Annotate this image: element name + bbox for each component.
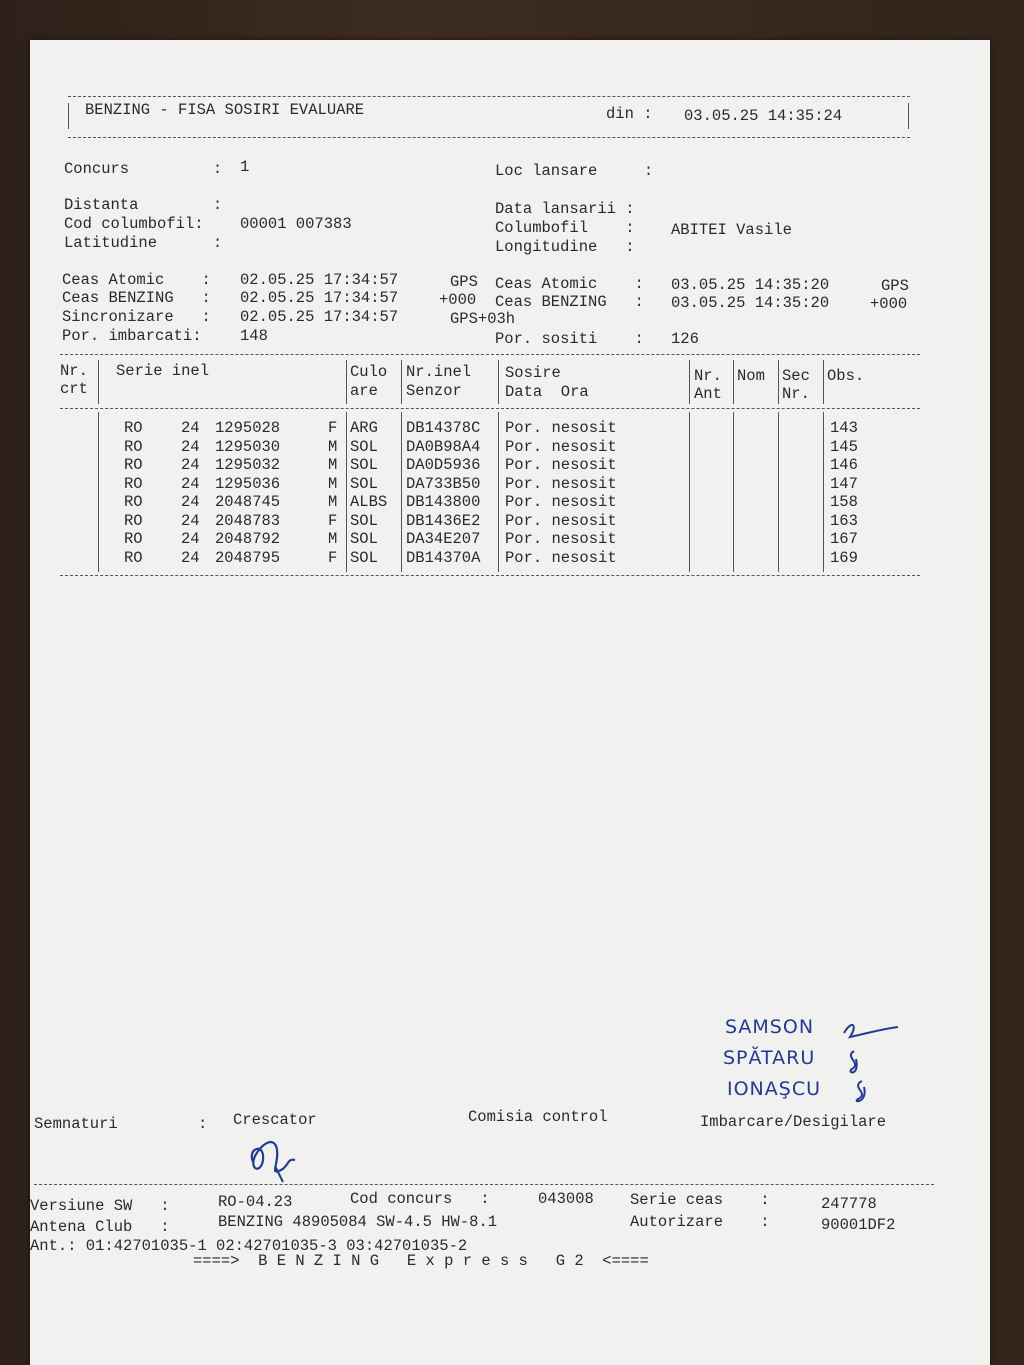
- th-senzor: Senzor: [406, 382, 462, 400]
- col-divider: [498, 360, 499, 404]
- antenna-ids: Ant.: 01:42701035-1 02:42701035-3 03:42701035-2: [30, 1237, 468, 1255]
- th-data-ora: Data Ora: [505, 383, 589, 401]
- cell-sex: M: [328, 437, 338, 456]
- initials-scribbles: [838, 1015, 908, 1105]
- ceas-atomic-right-value: 03.05.25 14:35:20: [671, 276, 830, 294]
- col-divider: [778, 412, 779, 572]
- cell-color: SOL: [350, 548, 378, 567]
- col-divider: [98, 412, 99, 572]
- cell-ring: 2048792: [215, 530, 281, 548]
- th-ant: Ant: [694, 385, 722, 403]
- cell-sex: F: [328, 511, 338, 530]
- columbofil-label: Columbofil :: [495, 219, 635, 237]
- cell-sex: M: [328, 456, 338, 474]
- cell-obs: 169: [830, 548, 858, 567]
- ceas-benzing-left-suffix: +000: [439, 291, 477, 309]
- cell-sex: M: [328, 474, 338, 493]
- imbarcare-label: Imbarcare/Desigilare: [700, 1113, 887, 1131]
- table-header-rule: [60, 408, 920, 409]
- distanta-label: Distanta :: [64, 196, 223, 214]
- cell-ring: 1295028: [215, 419, 281, 437]
- autorizare-label: Autorizare :: [630, 1213, 770, 1231]
- report-title: BENZING - FISA SOSIRI EVALUARE: [85, 101, 365, 119]
- cell-country: RO: [124, 493, 143, 511]
- th-sec-nr: Nr.: [782, 385, 810, 403]
- serie-ceas-value: 247778: [821, 1195, 877, 1213]
- cell-sensor: DB14378C: [406, 419, 481, 437]
- cell-ring: 2048795: [215, 548, 281, 567]
- ceas-atomic-left-label: Ceas Atomic :: [62, 271, 211, 289]
- th-nr: Nr.: [60, 362, 88, 380]
- crescator-label: Crescator: [233, 1111, 317, 1129]
- ceas-atomic-right-suffix: GPS: [881, 277, 909, 295]
- cell-arrival: Por. nesosit: [505, 474, 617, 493]
- handwritten-ionascu: IONAŞCU: [727, 1078, 822, 1100]
- cell-year: 24: [181, 530, 200, 548]
- ceas-atomic-left-suffix: GPS: [450, 273, 478, 291]
- ceas-benzing-left-value: 02.05.25 17:34:57: [240, 289, 399, 307]
- cell-obs: 145: [830, 437, 858, 456]
- brand-line: ====> B E N Z I N G E x p r e s s G 2 <====: [193, 1252, 649, 1270]
- th-nr-inel: Nr.inel: [406, 363, 472, 381]
- cell-obs: 163: [830, 511, 858, 530]
- th-obs: Obs.: [827, 367, 865, 385]
- cell-arrival: Por. nesosit: [505, 456, 617, 474]
- cell-country: RO: [124, 437, 143, 456]
- cell-arrival: Por. nesosit: [505, 437, 617, 456]
- cell-year: 24: [181, 419, 200, 437]
- sincronizare-suffix: GPS+03h: [450, 310, 516, 328]
- serie-ceas-label: Serie ceas :: [630, 1191, 770, 1209]
- cell-obs: 147: [830, 474, 858, 493]
- comisia-control-label: Comisia control: [468, 1108, 608, 1126]
- cell-country: RO: [124, 456, 143, 474]
- loc-lansare-label: Loc lansare :: [495, 162, 654, 180]
- cell-obs: 143: [830, 419, 858, 437]
- cell-obs: 167: [830, 530, 858, 548]
- cell-year: 24: [181, 456, 200, 474]
- cell-arrival: Por. nesosit: [505, 530, 617, 548]
- ceas-benzing-right-value: 03.05.25 14:35:20: [671, 294, 830, 312]
- printed-sheet: [30, 40, 990, 1365]
- cell-country: RO: [124, 474, 143, 493]
- antena-value: BENZING 48905084 SW-4.5 HW-8.1: [218, 1213, 498, 1231]
- th-sec: Sec: [782, 367, 810, 385]
- th-sosire: Sosire: [505, 364, 561, 382]
- concurs-value: 1: [240, 158, 250, 176]
- cell-sensor: DB143800: [406, 493, 481, 511]
- cod-concurs-value: 043008: [538, 1190, 594, 1208]
- latitudine-label: Latitudine :: [64, 234, 223, 252]
- cell-country: RO: [124, 511, 143, 530]
- col-divider: [823, 412, 824, 572]
- cell-year: 24: [181, 493, 200, 511]
- columbofil-value: ABITEI Vasile: [671, 221, 792, 239]
- sincronizare-value: 02.05.25 17:34:57: [240, 308, 399, 326]
- col-divider: [733, 412, 734, 572]
- header-right-border: [908, 103, 909, 129]
- th-crt: crt: [60, 380, 88, 398]
- semnaturi-label: Semnaturi: [34, 1115, 118, 1133]
- cell-country: RO: [124, 419, 143, 437]
- th-serie-inel: Serie inel: [116, 362, 210, 380]
- semnaturi-colon: :: [198, 1115, 208, 1133]
- table-top-rule: [60, 354, 920, 355]
- th-are: are: [350, 382, 378, 400]
- ceas-benzing-left-label: Ceas BENZING :: [62, 289, 211, 307]
- sositi-value: 126: [671, 330, 699, 348]
- th-culo: Culo: [350, 363, 388, 381]
- col-divider: [401, 360, 402, 404]
- cell-sensor: DB14370A: [406, 548, 481, 567]
- col-divider: [346, 360, 347, 404]
- footer-rule: [34, 1184, 934, 1185]
- cod-columbofil-value: 00001 007383: [240, 215, 352, 233]
- ceas-benzing-right-suffix: +000: [870, 295, 908, 313]
- col-divider: [823, 360, 824, 404]
- ceas-benzing-right-label: Ceas BENZING :: [495, 293, 644, 311]
- col-divider: [498, 412, 499, 572]
- col-divider: [778, 360, 779, 404]
- cell-sensor: DA733B50: [406, 474, 481, 493]
- cell-sensor: DA0D5936: [406, 456, 481, 474]
- cod-concurs-label: Cod concurs :: [350, 1190, 490, 1208]
- col-divider: [346, 412, 347, 572]
- cell-arrival: Por. nesosit: [505, 548, 617, 567]
- cell-arrival: Por. nesosit: [505, 419, 617, 437]
- col-divider: [98, 360, 99, 404]
- cell-color: ARG: [350, 419, 378, 437]
- handwritten-spataru: SPĂTARU: [723, 1047, 816, 1069]
- header-left-border: [68, 103, 69, 129]
- cell-ring: 2048745: [215, 493, 281, 511]
- cod-columbofil-label: Cod columbofil:: [64, 215, 204, 233]
- concurs-label: Concurs :: [64, 160, 223, 178]
- sincronizare-label: Sincronizare :: [62, 308, 211, 326]
- cell-sensor: DB1436E2: [406, 511, 481, 530]
- cell-color: SOL: [350, 474, 378, 493]
- cell-year: 24: [181, 548, 200, 567]
- table-bottom-rule: [60, 575, 920, 576]
- imbarcati-value: 148: [240, 327, 268, 345]
- cell-color: SOL: [350, 437, 378, 456]
- col-divider: [733, 360, 734, 404]
- cell-year: 24: [181, 437, 200, 456]
- cell-sex: M: [328, 530, 338, 548]
- data-lansarii-label: Data lansarii :: [495, 200, 635, 218]
- cell-sex: F: [328, 419, 338, 437]
- cell-year: 24: [181, 511, 200, 530]
- sositi-label: Por. sositi :: [495, 330, 644, 348]
- cell-country: RO: [124, 548, 143, 567]
- cell-year: 24: [181, 474, 200, 493]
- cell-sensor: DA34E207: [406, 530, 481, 548]
- cell-color: SOL: [350, 511, 378, 530]
- handwritten-samson: SAMSON: [725, 1016, 815, 1038]
- cell-sensor: DA0B98A4: [406, 437, 481, 456]
- cell-obs: 146: [830, 456, 858, 474]
- col-divider: [401, 412, 402, 572]
- cell-ring: 1295032: [215, 456, 281, 474]
- th-nom: Nom: [737, 367, 765, 385]
- cell-arrival: Por. nesosit: [505, 493, 617, 511]
- imbarcati-label: Por. imbarcati:: [62, 327, 202, 345]
- crescator-signature: [245, 1130, 305, 1190]
- cell-color: ALBS: [350, 493, 388, 511]
- report-date-label: din :: [606, 105, 653, 123]
- cell-sex: M: [328, 493, 338, 511]
- th-nr-ant: Nr.: [694, 367, 722, 385]
- report-date-value: 03.05.25 14:35:24: [684, 107, 843, 125]
- col-divider: [689, 412, 690, 572]
- ceas-atomic-left-value: 02.05.25 17:34:57: [240, 271, 399, 289]
- versiune-label: Versiune SW :: [30, 1197, 170, 1215]
- antena-label: Antena Club :: [30, 1218, 170, 1236]
- cell-ring: 1295036: [215, 474, 281, 493]
- cell-ring: 2048783: [215, 511, 281, 530]
- autorizare-value: 90001DF2: [821, 1216, 896, 1234]
- longitudine-label: Longitudine :: [495, 238, 635, 256]
- cell-color: SOL: [350, 456, 378, 474]
- versiune-value: RO-04.23: [218, 1193, 293, 1211]
- cell-arrival: Por. nesosit: [505, 511, 617, 530]
- cell-country: RO: [124, 530, 143, 548]
- cell-sex: F: [328, 548, 338, 567]
- cell-obs: 158: [830, 493, 858, 511]
- cell-ring: 1295030: [215, 437, 281, 456]
- cell-color: SOL: [350, 530, 378, 548]
- ceas-atomic-right-label: Ceas Atomic :: [495, 275, 644, 293]
- col-divider: [689, 360, 690, 404]
